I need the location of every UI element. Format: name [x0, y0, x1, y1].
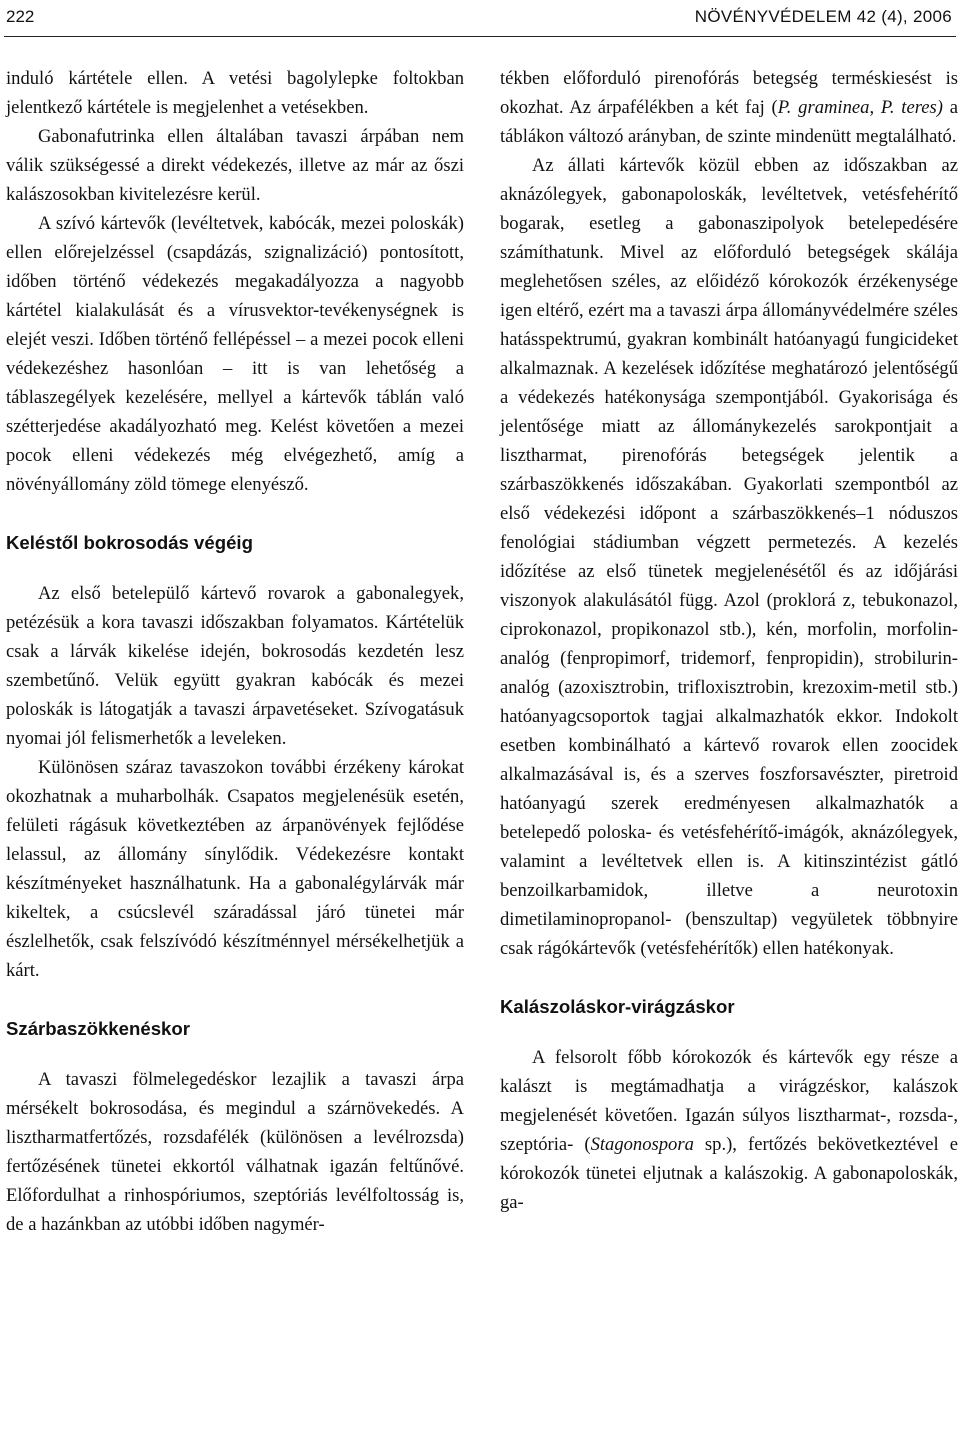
paragraph: Gabonafutrinka ellen általában tavaszi árpában nem válik szükségessé a direkt védekezés, illetve az már az őszi kalászosokban kivitelezésre kerül.: [6, 126, 464, 205]
genus-name: Stagonospora: [590, 1134, 694, 1155]
paragraph: A felsorolt főbb kórokozók és kártevők egy része a kalászt is megtámadhatja a virágzéskor, kalászok megjelenését követően. Igazán súlyos lisztharmat-, rozsda-, szeptória- (Stagonospora sp.), fertőzés bekövetkeztével e kórokozók tünetei eljutnak a kalászokig. A gabonapoloskák, ga-: [500, 1047, 958, 1213]
paragraph: Az első betelepülő kártevő rovarok a gabonalegyek, petézésük a kora tavaszi időszakban folyamatos. Kártételük csak a lárvák kikelése idején, bokrosodás kezdetén lesz szembetűnő. Velük együtt gyakran kabócák és mezei poloskák is látogatják a tavaszi árpavetéseket. Szívogatásuk nyomai jól felismerhetők a leveleken.: [6, 583, 464, 749]
species-name: P. graminea: [777, 97, 870, 118]
left-column: [6, 64, 464, 1239]
journal-citation: NÖVÉNYVÉDELEM 42 (4), 2006: [694, 7, 952, 26]
species-name: P. teres): [880, 97, 943, 118]
paragraph: Különösen száraz tavaszokon további érzékeny károkat okozhatnak a muharbolhák. Csapatos megjelenésük esetén, felületi rágásuk következtében az árpanövények fejlődése lelassul, az állomány sínylődik. Védekezésre kontakt készítményeket használhatunk. Ha a gabonalégylárvák már kikeltek, a csúcslevél száradással járó tünetei már észlelhetők, csak felszívódó készítménnyel mérsékelhetjük a kárt.: [6, 757, 464, 981]
right-column: [500, 64, 958, 1217]
section-heading: Kalászoláskor-virágzáskor: [500, 996, 735, 1017]
paragraph: A szívó kártevők (levéltetvek, kabócák, mezei poloskák) ellen előrejelzéssel (csapdázás, szignalizáció) pontosított, időben történő védekezés megakadályozza a nagyobb kártétel kialakulását és a vírusvektor-tevékenységnek is elejét veszi. Időben történő fellépéssel – a mezei pocok elleni védekezéshez hasonlóan – itt is van lehetőség a táblaszegélyek kezelésére, mellyel a kártevők táblán való szétterjedése akadályozható meg. Kelést követően a mezei pocok elleni védekezés még elvégezhető, amíg a növényállomány zöld tömege elenyésző.: [6, 213, 464, 495]
page-number: 222: [6, 7, 35, 26]
paragraph: induló kártétele ellen. A vetési bagolylepke foltokban jelentkező kártétele is megjelenhet a vetésekben.: [6, 68, 464, 118]
section-heading: Szárbaszökkenéskor: [6, 1018, 190, 1039]
paragraph: tékben előforduló pirenofórás betegség terméskiesést is okozhat. Az árpafélékben a két faj (P. graminea, P. teres) a táblákon változó arányban, de szinte mindenütt megtalálható.: [500, 68, 959, 147]
header-rule: [4, 36, 956, 37]
paragraph: Az állati kártevők közül ebben az időszakban az aknázólegyek, gabonapoloskák, levéltetvek, vetésfehérítő bogarak, esetleg a gabonaszipolyok betelepedésére számíthatunk. Mivel az előforduló betegségek skálája meglehetősen széles, az előidéző kórokozók érzékenysége igen eltérő, ezért ma a tavaszi árpa állományvédelmére széles hatásspektrumú, gyakran kombinált hatóanyagú fungicideket alkalmaznak. A kezelések időzítése meghatározó jelentőségű a védekezés hatékonysága szempontjából. Gyakorisága és jelentősége miatt az állománykezelés sarokpontjait a lisztharmat, pirenofórás betegségek jelentik a szárbaszökkenés időszakában. Gyakorlati szempontból az első védekezési időpont a szárbaszökkenés–1 nóduszos fenológiai stádiumban végzett permetezés. A kezelés időzítése az első tünetek megjelenésétől és az időjárási viszonyok alakulásától függ. Azol (proklorá z, tebukonazol, ciprokonazol, propikonazol stb.), kén, morfolin, morfolin-analóg (fenpropimorf, tridemorf, fenpropidin), strobilurin-analóg (azoxisztrobin, trifloxisztrobin, krezoxim-metil stb.) hatóanyagcsoportok tagjai alkalmazhatók ekkor. Indokolt esetben kombinálható a kártevő rovarok ellen zoocidek alkalmazásával is, és a szerves foszforsavészter, piretroid hatóanyagú szerek eredményesen alkalmazhatók a betelepedő poloska- és vetésfehérítő-imágók, aknázólegyek, valamint a levéltetvek ellen is. A kitinszintézist gátló benzoilkarbamidok, illetve a neurotoxin dimetilaminopropanol- (benszultap) vegyületek többnyire csak rágókártevők (vetésfehérítők) ellen hatékonyak.: [500, 155, 958, 959]
running-header: [0, 0, 960, 30]
section-heading: Keléstől bokrosodás végéig: [6, 532, 253, 553]
paragraph: A tavaszi fölmelegedéskor lezajlik a tavaszi árpa mérsékelt bokrosodása, és megindul a szárnövekedés. A lisztharmatfertőzés, rozsdafélék (különösen a levélrozsda) fertőzésének tünetei ekkortól válhatnak igazán feltűnővé. Előfordulhat a rinhospóriumos, szeptóriás levélfoltosság is, de a hazánkban az utóbbi időben nagymér-: [6, 1069, 464, 1235]
